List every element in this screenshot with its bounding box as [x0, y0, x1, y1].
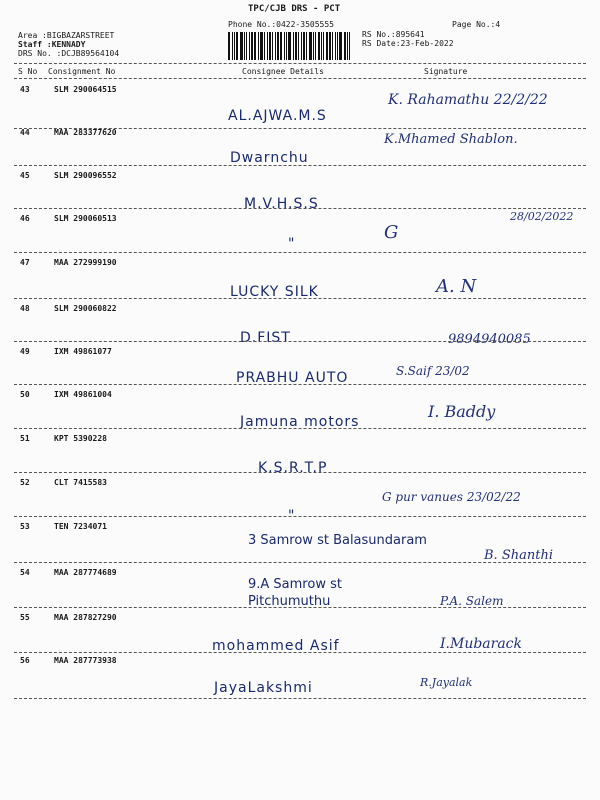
col-consignment: Consignment No	[48, 67, 116, 76]
row-divider	[14, 384, 586, 385]
barcode-bar	[251, 32, 253, 60]
row-divider	[14, 607, 586, 608]
row-divider	[14, 252, 586, 253]
barcode-bar	[306, 32, 307, 60]
row-divider	[14, 472, 586, 473]
consignment-number: SLM 290064515	[54, 85, 117, 94]
barcode-bar	[284, 32, 285, 60]
consignment-number: SLM 290096552	[54, 171, 117, 180]
barcode-bar	[288, 32, 291, 60]
row-number: 54	[20, 568, 30, 577]
consignment-number: CLT 7415583	[54, 478, 107, 487]
phone-number: Phone No.:0422-3505555	[228, 20, 334, 29]
barcode-bar	[315, 32, 316, 60]
signature: S.Saif 23/02	[396, 364, 470, 378]
barcode-bar	[339, 32, 342, 60]
consignee-name: K.S.R.T.P	[258, 460, 328, 476]
barcode-bar	[286, 32, 287, 60]
barcode-bar	[303, 32, 305, 60]
barcode-bar	[349, 32, 350, 60]
consignment-number: SLM 290060822	[54, 304, 117, 313]
consignee-name: 3 Samrow st Balasundaram	[248, 533, 427, 548]
barcode-bar	[295, 32, 297, 60]
consignment-number: MAA 287773938	[54, 656, 117, 665]
page-number: Page No.:4	[452, 20, 501, 29]
row-number: 55	[20, 613, 30, 622]
signature: B. Shanthi	[484, 548, 553, 563]
consignee-name: JayaLakshmi	[214, 680, 313, 696]
consignee-name: mohammed Asif	[212, 638, 340, 654]
barcode-bar	[326, 32, 328, 60]
row-number: 56	[20, 656, 30, 665]
consignee-name: LUCKY SILK	[230, 284, 319, 300]
barcode-bar	[280, 32, 282, 60]
signature: 28/02/2022	[510, 210, 574, 223]
consignment-number: IXM 49861077	[54, 347, 112, 356]
barcode-bar	[246, 32, 247, 60]
header-divider-top	[14, 63, 586, 64]
row-number: 49	[20, 347, 30, 356]
barcode-bar	[329, 32, 331, 60]
barcode-bar	[232, 32, 233, 60]
row-divider	[14, 516, 586, 517]
area-label: Area :BIGBAZARSTREET	[18, 31, 115, 40]
barcode-bar	[267, 32, 268, 60]
barcode-bar	[240, 32, 243, 60]
staff-label: Staff :KENNADY	[18, 40, 86, 49]
col-signature: Signature	[424, 67, 468, 76]
barcode-bar	[275, 32, 276, 60]
consignee-name: M.V.H.S.S	[244, 196, 319, 212]
drs-number: DRS No. :DCJB89564104	[18, 49, 120, 58]
consignment-number: MAA 272999190	[54, 258, 117, 267]
consignment-number: SLM 290060513	[54, 214, 117, 223]
barcode-bar	[318, 32, 320, 60]
consignee-name: 9.A Samrow st Pitchumuthu	[248, 577, 342, 609]
barcode-bar	[337, 32, 338, 60]
barcode-bar	[254, 32, 256, 60]
row-divider	[14, 341, 586, 342]
row-number: 53	[20, 522, 30, 531]
signature: K. Rahamathu 22/2/22	[388, 92, 548, 108]
signature: G	[384, 222, 399, 243]
barcode-bar	[347, 32, 348, 60]
row-number: 50	[20, 390, 30, 399]
signature: P.A. Salem	[440, 594, 504, 608]
row-divider	[14, 208, 586, 209]
header-divider-bottom	[14, 78, 586, 79]
signature: 9894940085	[448, 332, 531, 347]
barcode-bar	[293, 32, 294, 60]
row-number: 45	[20, 171, 30, 180]
barcode-bar	[321, 32, 322, 60]
consignee-name: "	[288, 236, 296, 252]
barcode-bar	[269, 32, 271, 60]
row-number: 52	[20, 478, 30, 487]
row-divider	[14, 652, 586, 653]
barcode-bar	[264, 32, 265, 60]
row-number: 43	[20, 85, 30, 94]
row-number: 47	[20, 258, 30, 267]
row-divider	[14, 562, 586, 563]
row-divider	[14, 298, 586, 299]
consignee-name: AL.AJWA.M.S	[228, 108, 327, 124]
barcode-bar	[298, 32, 299, 60]
row-divider	[14, 428, 586, 429]
rs-number: RS No.:895641	[362, 30, 425, 39]
consignment-number: MAA 287827290	[54, 613, 117, 622]
signature: A. N	[436, 276, 477, 297]
signature: K.Mhamed Shablon.	[384, 132, 518, 147]
consignee-name: "	[288, 508, 296, 524]
document-title: TPC/CJB DRS - PCT	[248, 4, 341, 14]
row-number: 44	[20, 128, 30, 137]
consignment-number: TEN 7234071	[54, 522, 107, 531]
rs-date: RS Date:23-Feb-2022	[362, 39, 454, 48]
barcode-bar	[258, 32, 259, 60]
barcode-bar	[272, 32, 273, 60]
row-number: 51	[20, 434, 30, 443]
col-sno: S No	[18, 67, 38, 76]
barcode-bar	[323, 32, 324, 60]
row-divider	[14, 698, 586, 699]
row-number: 46	[20, 214, 30, 223]
barcode-bar	[244, 32, 245, 60]
barcode-bar	[228, 32, 230, 60]
consignee-name: Dwarnchu	[230, 150, 309, 166]
barcode	[228, 32, 354, 60]
barcode-bar	[309, 32, 312, 60]
consignment-number: KPT 5390228	[54, 434, 107, 443]
barcode-bar	[277, 32, 279, 60]
consignment-number: MAA 283377620	[54, 128, 117, 137]
barcode-bar	[249, 32, 250, 60]
signature: R.Jayalak	[420, 676, 473, 689]
barcode-bar	[301, 32, 302, 60]
barcode-bar	[260, 32, 263, 60]
barcode-bar	[236, 32, 238, 60]
consignee-name: Jamuna motors	[240, 414, 360, 430]
consignment-number: IXM 49861004	[54, 390, 112, 399]
consignee-name: PRABHU AUTO	[236, 370, 349, 386]
barcode-bar	[335, 32, 336, 60]
barcode-bar	[234, 32, 235, 60]
col-details: Consignee Details	[242, 67, 324, 76]
signature: I.Mubarack	[440, 636, 523, 652]
signature: G pur vanues 23/02/22	[382, 490, 521, 504]
barcode-bar	[313, 32, 314, 60]
row-number: 48	[20, 304, 30, 313]
consignment-number: MAA 287774689	[54, 568, 117, 577]
signature: I. Baddy	[428, 402, 496, 421]
barcode-bar	[332, 32, 333, 60]
barcode-bar	[344, 32, 346, 60]
consignee-name: D.FIST	[240, 330, 291, 346]
row-divider	[14, 165, 586, 166]
